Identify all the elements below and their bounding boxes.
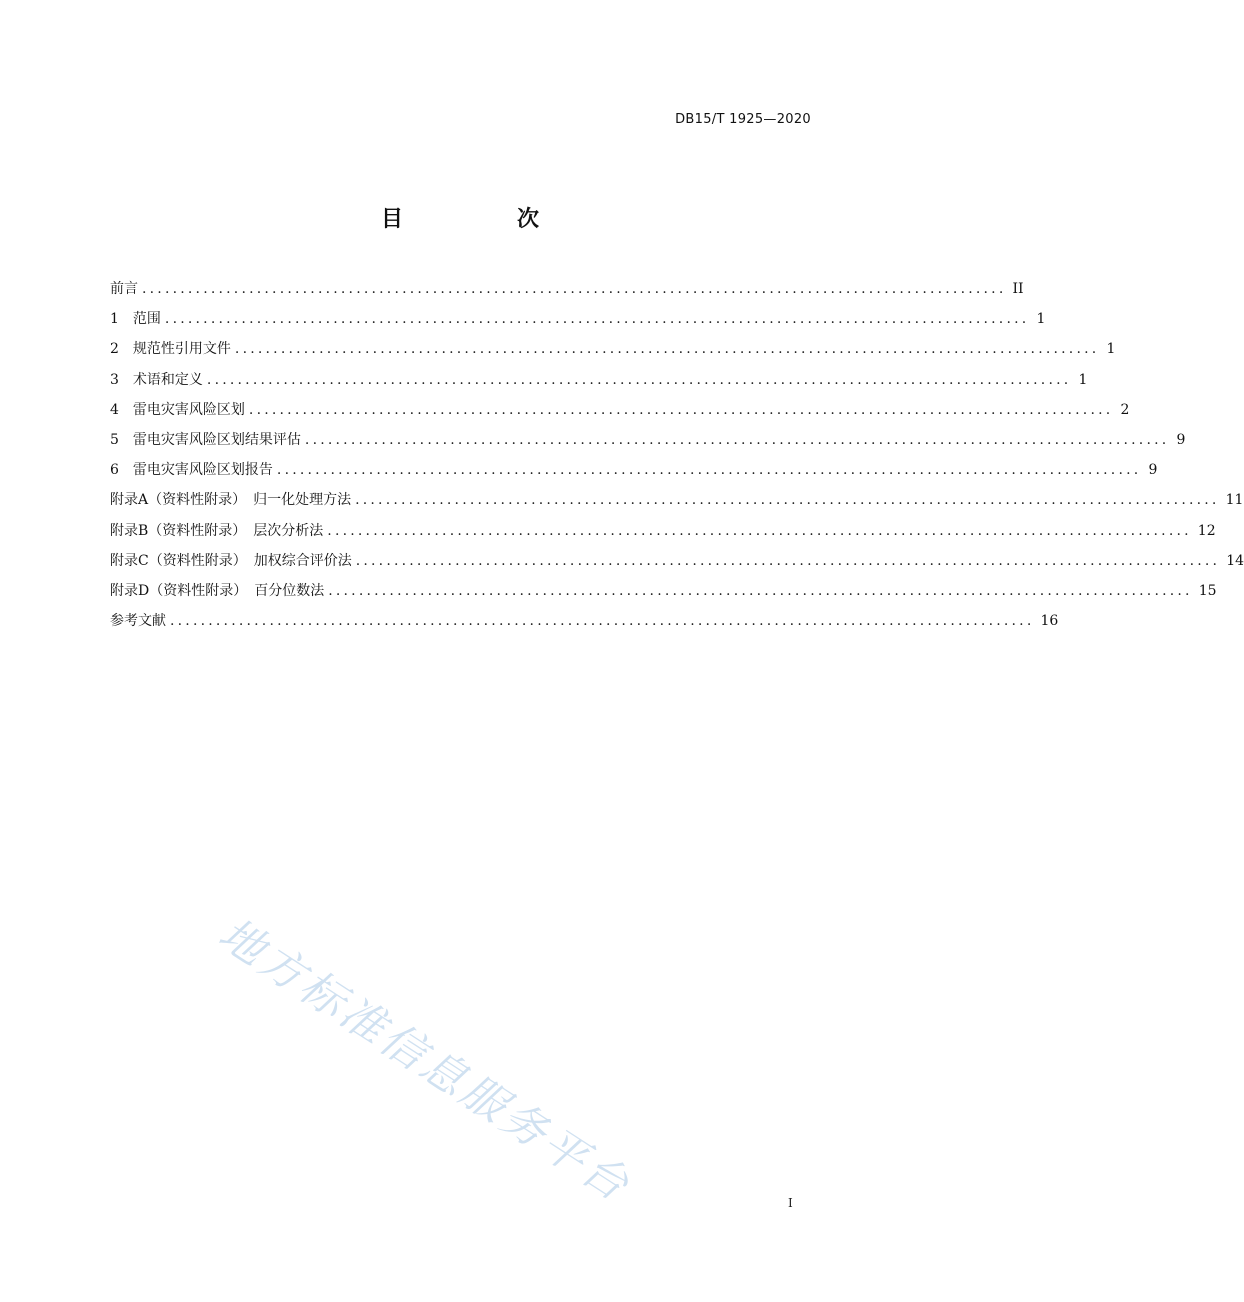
toc-entry-page: 2: [1120, 401, 1130, 418]
toc-entry-label: 附录B（资料性附录） 层次分析法: [110, 522, 324, 539]
toc-entry-foreword[interactable]: [110, 276, 1024, 306]
toc-entry-page: 1: [1078, 371, 1088, 388]
toc-entry-page: 11: [1225, 492, 1244, 509]
toc-entry-risk-zoning[interactable]: [110, 397, 1130, 427]
toc-entry-label: 4 雷电灾害风险区划: [110, 401, 245, 418]
toc-entry-result-evaluation[interactable]: [110, 427, 1186, 457]
toc-entry-label: 参考文献: [110, 613, 166, 630]
toc-dot-leader: .................................................................................................................: [142, 281, 1007, 297]
toc-dot-leader: .................................................................................................................: [304, 431, 1170, 448]
toc-entry-label: 2 规范性引用文件: [110, 341, 231, 358]
toc-entry-appendix-a[interactable]: [110, 487, 1244, 517]
toc-entry-label: 6 雷电灾害风险区划报告: [110, 462, 273, 479]
toc-entry-terms-definitions[interactable]: [110, 367, 1088, 397]
toc-entry-appendix-b[interactable]: [110, 518, 1216, 548]
table-of-contents: [110, 276, 1244, 638]
toc-entry-page: II: [1012, 281, 1024, 297]
toc-entry-label: 前言: [110, 281, 138, 297]
toc-entry-page: 16: [1040, 613, 1059, 630]
toc-entry-page: 1: [1106, 341, 1116, 358]
toc-entry-zoning-report[interactable]: [110, 457, 1158, 487]
toc-dot-leader: .................................................................................................................: [327, 522, 1192, 539]
toc-entry-label: 1 范围: [110, 311, 161, 328]
toc-entry-references[interactable]: [110, 608, 1059, 638]
toc-entry-page: 12: [1197, 522, 1216, 539]
toc-entry-label: 5 雷电灾害风险区划结果评估: [110, 431, 301, 448]
toc-dot-leader: .................................................................................................................: [355, 492, 1220, 509]
toc-entry-label: 附录D（资料性附录） 百分位数法: [110, 582, 325, 599]
toc-title: 目 次: [380, 207, 585, 232]
toc-entry-page: 9: [1176, 431, 1186, 448]
toc-dot-leader: .................................................................................................................: [206, 371, 1072, 388]
toc-dot-leader: .................................................................................................................: [328, 582, 1193, 599]
toc-entry-normative-references[interactable]: [110, 336, 1116, 366]
toc-entry-page: 1: [1036, 311, 1046, 328]
toc-entry-label: 3 术语和定义: [110, 371, 203, 388]
toc-entry-label: 附录A（资料性附录） 归一化处理方法: [110, 492, 352, 509]
toc-dot-leader: .................................................................................................................: [234, 341, 1100, 358]
toc-entry-appendix-c[interactable]: [110, 548, 1244, 578]
toc-dot-leader: .................................................................................................................: [276, 462, 1142, 479]
toc-entry-label: 附录C（资料性附录） 加权综合评价法: [110, 552, 352, 569]
toc-dot-leader: .................................................................................................................: [164, 311, 1030, 328]
toc-entry-scope[interactable]: [110, 306, 1046, 336]
toc-dot-leader: .................................................................................................................: [248, 401, 1114, 418]
toc-dot-leader: .................................................................................................................: [170, 613, 1035, 630]
watermark: 地方标准信息服务平台: [209, 908, 640, 1213]
toc-entry-page: 15: [1198, 582, 1217, 599]
document-code: DB15/T 1925—2020: [675, 112, 811, 127]
toc-entry-page: 9: [1148, 462, 1158, 479]
page-number: I: [788, 1196, 793, 1210]
toc-dot-leader: .................................................................................................................: [355, 552, 1221, 569]
toc-entry-page: 14: [1226, 552, 1244, 569]
toc-entry-appendix-d[interactable]: [110, 578, 1217, 608]
